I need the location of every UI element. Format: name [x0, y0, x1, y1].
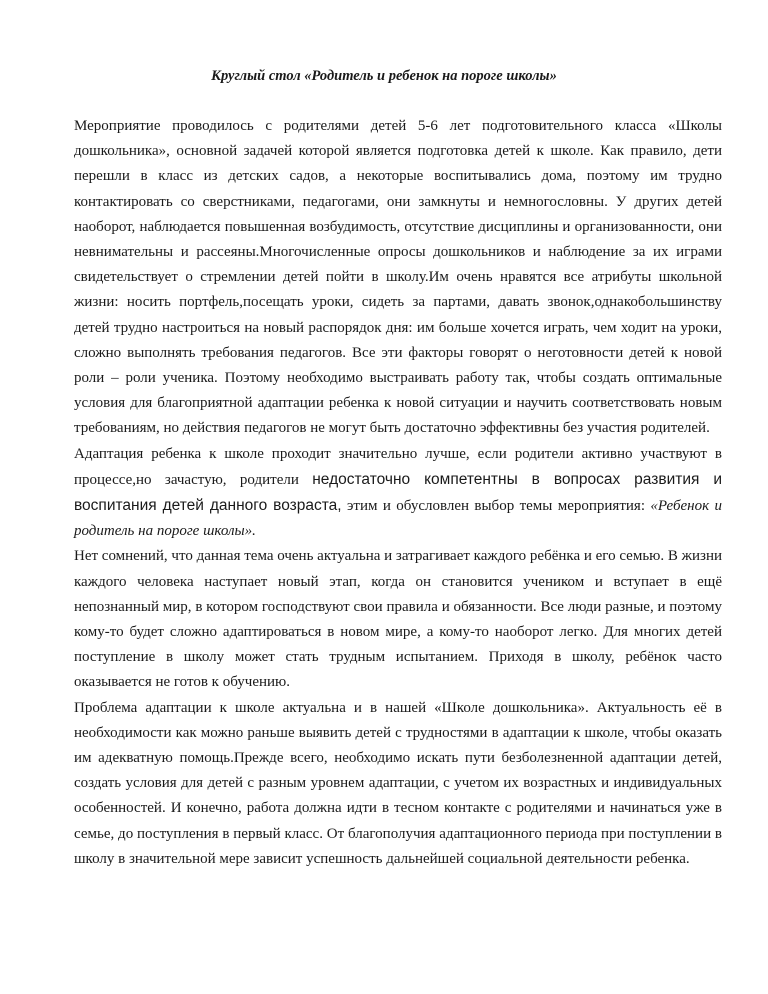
paragraph-2-emphasis-sans: недостаточно компетентны в вопросах развития и воспитания детей данного возраста, — [74, 470, 722, 515]
paragraph-2-part-1: Адаптация ребенка к школе проходит значительно лучше, если родители активно участвуют в процессе,но зачастую, родители — [74, 445, 722, 488]
paragraph-2-part-3: этим и обусловлен выбор темы мероприятия: — [341, 498, 651, 515]
paragraph-1: Мероприятие проводилось с родителями детей 5-6 лет подготовительного класса «Школы дошкольника», основной задачей которой является подготовка детей к школе. Как правило, дети перешли в класс из детских садов, а некоторые воспитывались дома, поэтому им трудно контактировать со сверстниками, педагогами, они замкнуты и немногословны. У других детей наоборот, наблюдается повышенная возбудимость, отсутствие дисциплины и организованности, они невнимательны и рассеяны.Многочисленные опросы дошкольников и наблюдение за их играми свидетельствует о стремлении детей пойти в школу.Им очень нравятся все атрибуты школьной жизни: носить портфель,посещать уроки, сидеть за партами, давать звонок,однакобольшинству детей трудно настроиться на новый распорядок дня: им больше хочется играть, чем ходит на уроки, сложно выполнять требования педагогов. Все эти факторы говорят о неготовности детей к новой роли – роли ученика. Поэтому необходимо выстраивать работу так, чтобы создать оптимальные условия для благоприятной адаптации ребенка к новой ситуации и научить соответствовать новым требованиям, но действия педагогов не могут быть достаточно эффективны без участия родителей. — [74, 118, 722, 437]
document-title: Круглый стол «Родитель и ребенок на пороге школы» — [211, 68, 557, 84]
paragraph-3: Нет сомнений, что данная тема очень актуальна и затрагивает каждого ребёнка и его семью. В жизни каждого человека наступает новый этап, когда он становится учеником и вступает в ещё непознанный мир, в котором господствуют свои правила и обязанности. Все люди разные, и поэтому кому-то будет сложно адаптироваться в новом мире, а кому-то наоборот легко. Для многих детей поступление в школу может стать трудным испытанием. Приходя в школу, ребёнок часто оказывается не готов к обучению. — [74, 548, 722, 691]
paragraph-2 — [74, 442, 722, 545]
document-body — [74, 114, 722, 872]
paragraph-4: Проблема адаптации к школе актуальна и в нашей «Школе дошкольника». Актуальность её в необходимости как можно раньше выявить детей с трудностями в адаптации к школе, чтобы оказать им адекватную помощь.Прежде всего, необходимо искать пути безболезненной адаптации детей, создать условия для детей с разным уровнем адаптации, с учетом их возрастных и индивидуальных особенностей. И конечно, работа должна идти в тесном контакте с родителями и начинаться уже в семье, до поступления в первый класс. От благополучия адаптационного периода при поступлении в школу в значительной мере зависит успешность дальнейшей социальной деятельности ребенка. — [74, 699, 722, 867]
paragraph-2-event-title: «Ребенок и родитель на пороге школы». — [74, 498, 722, 540]
